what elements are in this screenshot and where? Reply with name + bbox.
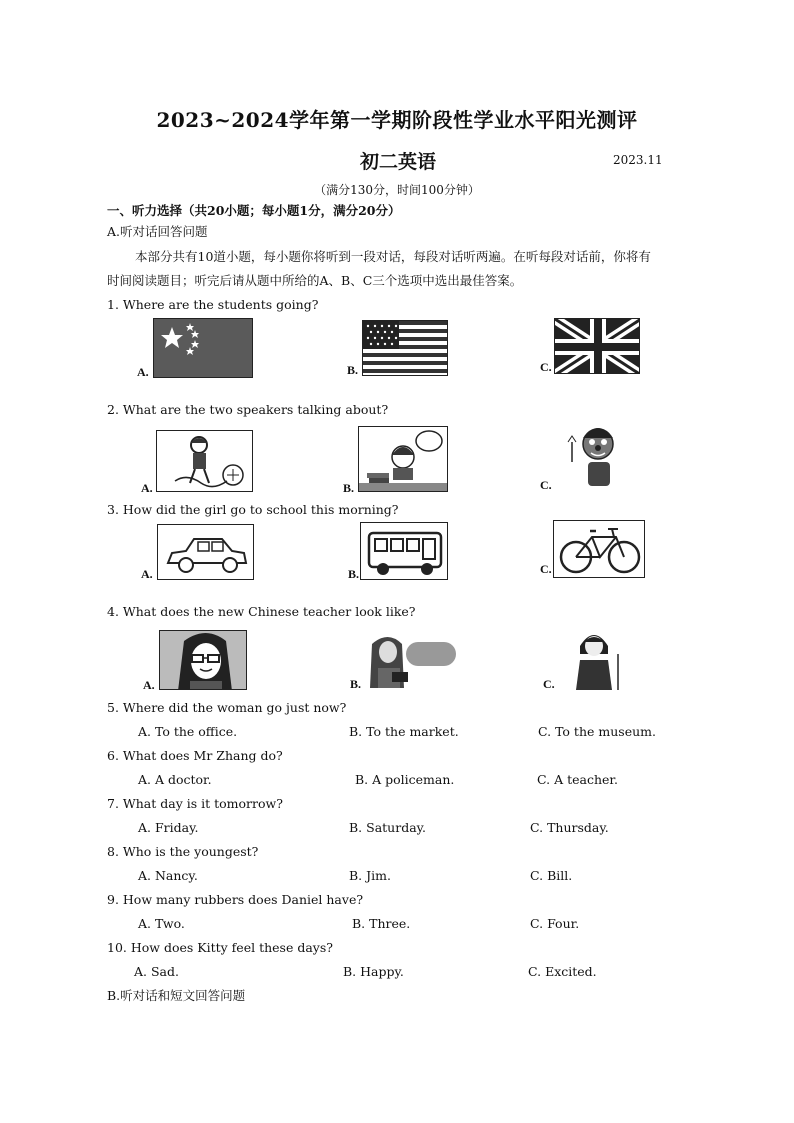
option-label: A. [141, 481, 153, 495]
part-a-title: A.听对话回答问题 [107, 224, 208, 239]
answer-option-a: A. A doctor. [138, 772, 212, 787]
usa-flag-icon [362, 320, 448, 376]
question-9: 9. How many rubbers does Daniel have? [107, 892, 364, 907]
exam-info: （满分130分，时间100分钟） [314, 183, 480, 197]
option-label: A. [137, 365, 149, 379]
answer-option-a: A. To the office. [138, 724, 238, 739]
subject-title: 初二英语 [360, 151, 437, 173]
boy-hobby-icon [156, 430, 253, 492]
answer-option-b: B. Saturday. [349, 820, 427, 835]
page-title: 2023~2024学年第一学期阶段性学业水平阳光测评 [156, 108, 638, 132]
answer-option-c: C. A teacher. [537, 772, 618, 787]
instructions-line-2: 时间阅读题目；听完后请从题中所给的A、B、C三个选项中选出最佳答案。 [107, 273, 523, 288]
answer-option-c: C. Excited. [528, 964, 597, 979]
section-heading: 一、听力选择（共20小题；每小题1分，满分20分） [107, 203, 401, 218]
car-icon [157, 524, 254, 580]
answer-option-c: C. Four. [530, 916, 580, 931]
option-label: B. [343, 481, 355, 495]
clown-icon [564, 420, 630, 490]
answer-option-c: C. Bill. [530, 868, 573, 883]
option-label: C. [540, 562, 552, 576]
option-label: B. [347, 363, 359, 377]
exam-date: 2023.11 [613, 153, 663, 167]
question-3: 3. How did the girl go to school this morning? [107, 502, 399, 517]
teacher-short-hair-icon [566, 624, 626, 690]
instructions-line-1: 本部分共有10道小题，每小题你将听到一段对话，每段对话听两遍。在听每段对话前，你将有 [135, 249, 651, 264]
question-2: 2. What are the two speakers talking about? [107, 402, 389, 417]
part-b-title: B.听对话和短文回答问题 [107, 988, 246, 1003]
question-5: 5. Where did the woman go just now? [107, 700, 347, 715]
answer-option-b: B. To the market. [349, 724, 459, 739]
question-6: 6. What does Mr Zhang do? [107, 748, 283, 763]
question-7: 7. What day is it tomorrow? [107, 796, 283, 811]
bicycle-icon [553, 520, 645, 578]
answer-option-a: A. Two. [138, 916, 185, 931]
teacher-glasses-icon [159, 630, 247, 690]
question-1: 1. Where are the students going? [107, 297, 319, 312]
option-label: A. [143, 678, 155, 692]
option-label: B. [350, 677, 362, 691]
china-flag-icon [153, 318, 253, 378]
option-label: C. [540, 360, 552, 374]
question-4: 4. What does the new Chinese teacher look like? [107, 604, 416, 619]
answer-option-a: A. Sad. [134, 964, 179, 979]
answer-option-a: A. Nancy. [138, 868, 198, 883]
option-label: A. [141, 567, 153, 581]
answer-option-c: C. To the museum. [538, 724, 656, 739]
answer-option-b: B. Happy. [343, 964, 404, 979]
uk-flag-icon [554, 318, 640, 374]
answer-option-b: B. Three. [352, 916, 411, 931]
answer-option-c: C. Thursday. [530, 820, 609, 835]
answer-option-b: B. A policeman. [355, 772, 455, 787]
option-label: C. [543, 677, 555, 691]
bus-icon [360, 522, 448, 580]
question-8: 8. Who is the youngest? [107, 844, 259, 859]
option-label: B. [348, 567, 360, 581]
answer-option-a: A. Friday. [138, 820, 199, 835]
answer-option-b: B. Jim. [349, 868, 391, 883]
question-10: 10. How does Kitty feel these days? [107, 940, 333, 955]
option-label: C. [540, 478, 552, 492]
girl-reading-icon [358, 426, 448, 492]
teacher-long-hair-icon [366, 630, 456, 690]
